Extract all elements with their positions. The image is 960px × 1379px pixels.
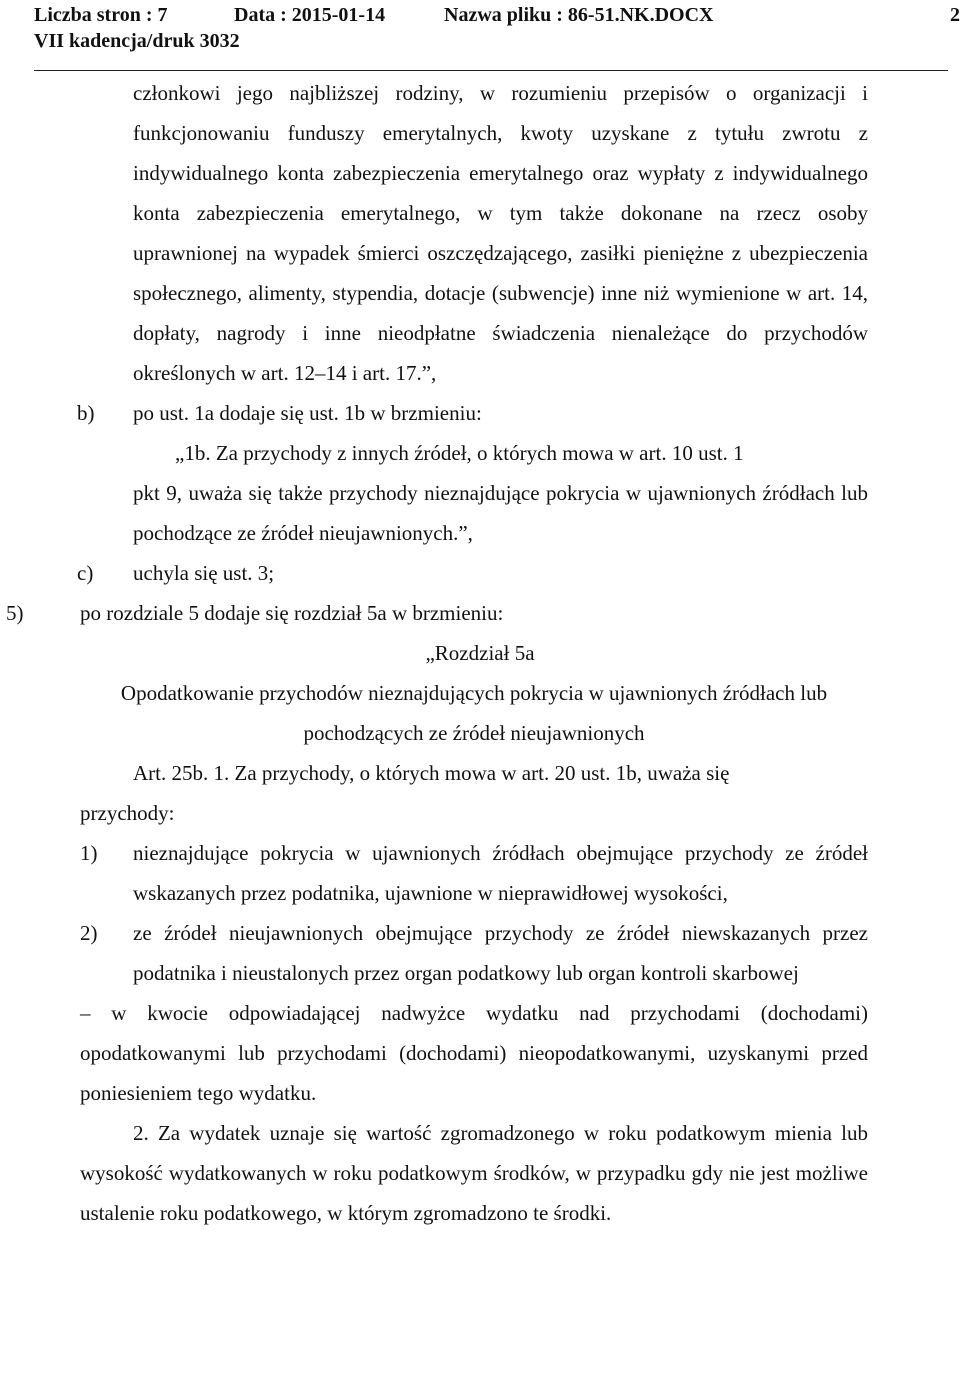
point-5-label: 5) [6,601,24,625]
header-row-2 [34,28,960,54]
article-point-1-text: nieznajdujące pokrycia w ujawnionych źródłach obejmujące przychody ze źródeł wskazanych przez podatnika, ujawnione w nieprawidłowej wysokości, [133,841,868,905]
item-b [0,393,960,433]
document-header [34,2,960,54]
term-print-number: VII kadencja/druk 3032 [34,30,240,52]
article-point-1-label: 1) [80,841,98,865]
point-5-text: po rozdziale 5 dodaje się rozdział 5a w brzmieniu: [80,601,504,625]
quote-1b-continuation: pkt 9, uważa się także przychody nieznajdujące pokrycia w ujawnionych źródłach lub pochodzące ze źródeł nieujawnionych.”, [133,481,868,545]
item-b-text: po ust. 1a dodaje się ust. 1b w brzmieniu: [133,401,482,425]
page-number: 2 [950,4,960,26]
article-point-2-label: 2) [80,921,98,945]
header-row-1 [34,2,960,28]
item-c [0,553,960,593]
chapter-title: Opodatkowanie przychodów nieznajdujących pokrycia w ujawnionych źródłach lub pochodzących ze źródeł nieujawnionych [120,681,828,745]
article-point-1 [0,833,960,913]
chapter-heading: „Rozdział 5a [425,641,535,665]
quote-1b-first-line: „1b. Za przychody z innych źródeł, o których mowa w art. 10 ust. 1 [175,441,744,465]
page-count: Liczba stron : 7 [34,4,168,26]
point-5 [0,593,960,633]
dash-clause: – w kwocie odpowiadającej nadwyżce wydatku nad przychodami (dochodami) opodatkowanymi lub przychodami (dochodami) nieopodatkowanymi, uzyskanymi przed poniesieniem tego wydatku. [80,1001,868,1105]
continuation-paragraph: członkowi jego najbliższej rodziny, w rozumieniu przepisów o organizacji i funkcjonowaniu funduszy emerytalnych, kwoty uzyskane z tytułu zwrotu z indywidualnego konta zabezpieczenia emerytalnego oraz wypłaty z indywidualnego konta zabezpieczenia emerytalnego, w tym także dokonane na rzecz osoby uprawnionej na wypadek śmierci oszczędzającego, zasiłki pieniężne z ubezpieczenia społecznego, alimenty, stypendia, dotacje (subwencje) inne niż wymienione w art. 14, dopłaty, nagrody i inne nieodpłatne świadczenia nienależące do przychodów określonych w art. 12–14 i art. 17.”, [133,81,868,385]
item-c-label: c) [77,561,94,585]
article-point-2 [0,913,960,993]
article-25b-first-line: Art. 25b. 1. Za przychody, o których mowa w art. 20 ust. 1b, uważa się [133,761,730,785]
header-rule [34,70,948,71]
item-c-text: uchyla się ust. 3; [133,561,275,585]
file-name: Nazwa pliku : 86-51.NK.DOCX [444,4,714,26]
paragraph-2: 2. Za wydatek uznaje się wartość zgromadzonego w roku podatkowym mienia lub wysokość wydatkowanych w roku podatkowym środków, w przypadku gdy nie jest możliwe ustalenie roku podatkowego, w którym zgromadzono te środki. [80,1121,868,1225]
document-date: Data : 2015-01-14 [234,4,386,26]
document-body [0,73,960,1233]
item-b-label: b) [77,401,95,425]
article-point-2-text: ze źródeł nieujawnionych obejmujące przychody ze źródeł niewskazanych przez podatnika i nieustalonych przez organ podatkowy lub organ kontroli skarbowej [133,921,868,985]
article-25b-continuation: przychody: [80,801,175,825]
